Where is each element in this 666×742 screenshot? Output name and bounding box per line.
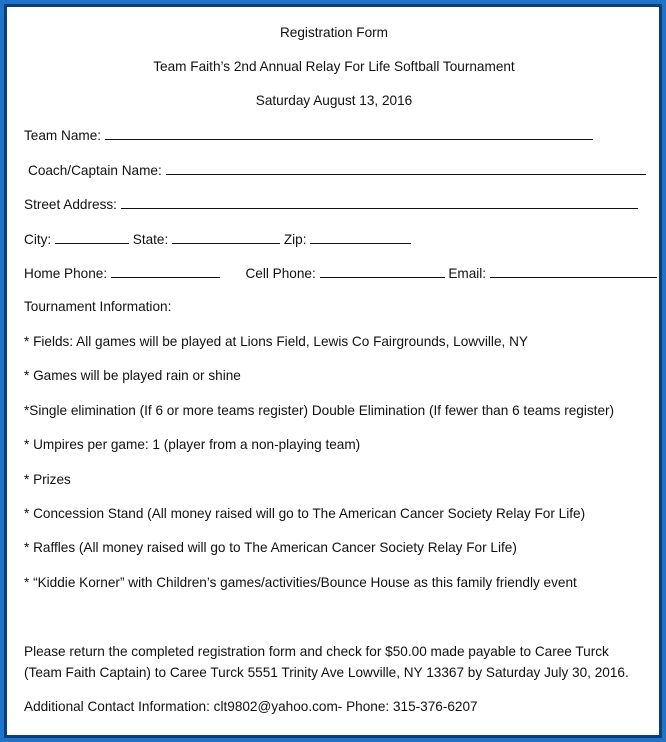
event-date: Saturday August 13, 2016: [255, 93, 413, 108]
tournament-item: * Umpires per game: 1 (player from a non-playing team): [24, 437, 361, 452]
tournament-item: * Games will be played rain or shine: [24, 368, 241, 383]
tournament-item: * Prizes: [24, 472, 71, 487]
return-instructions: Please return the completed registration form and check for $50.00 made payable to Caree Turck (Team Faith Captain) to Caree Turck 5551 Trinity Ave Lowville, NY 13367 by Saturday July 30, 2016.: [24, 644, 629, 680]
coach-field[interactable]: [166, 161, 646, 175]
team-name-label: Team Name:: [24, 128, 102, 143]
tournament-item: * Fields: All games will be played at Lions Field, Lewis Co Fairgrounds, Lowville, NY: [24, 334, 528, 349]
cell-phone-label: Cell Phone:: [245, 266, 316, 281]
contact-info: Additional Contact Information: clt9802@yahoo.com- Phone: 315-376-6207: [24, 699, 478, 714]
city-label: City:: [24, 232, 52, 247]
email-field[interactable]: [490, 264, 657, 278]
street-field[interactable]: [121, 195, 638, 209]
city-state-zip-row: [24, 230, 411, 249]
state-field[interactable]: [172, 230, 280, 244]
zip-label: Zip:: [283, 232, 307, 247]
tournament-item: * Raffles (All money raised will go to The American Cancer Society Relay For Life): [24, 540, 517, 555]
team-name-row: [24, 126, 593, 145]
zip-field[interactable]: [310, 230, 411, 244]
city-field[interactable]: [55, 230, 129, 244]
phone-email-row: [24, 264, 657, 283]
home-phone-label: Home Phone:: [24, 266, 108, 281]
state-label: State:: [132, 232, 169, 247]
home-phone-field[interactable]: [111, 264, 220, 278]
event-title: Team Faith’s 2nd Annual Relay For Life Softball Tournament: [153, 59, 515, 74]
tournament-item: *Single elimination (If 6 or more teams register) Double Elimination (If fewer than 6 teams register): [24, 403, 615, 418]
tournament-heading: Tournament Information:: [24, 299, 172, 314]
cell-phone-field[interactable]: [320, 264, 445, 278]
street-label: Street Address:: [24, 197, 117, 212]
coach-label: Coach/Captain Name:: [28, 163, 162, 178]
street-row: [24, 195, 638, 214]
tournament-item: * Concession Stand (All money raised will go to The American Cancer Society Relay For Life): [24, 506, 586, 521]
email-label: Email:: [448, 266, 487, 281]
team-name-field[interactable]: [105, 126, 593, 140]
coach-row: [28, 161, 646, 180]
tournament-item: * “Kiddie Korner” with Children’s games/activities/Bounce House as this family friendly event: [24, 575, 577, 590]
registration-form-page: [6, 6, 660, 736]
form-title: Registration Form: [279, 25, 389, 40]
